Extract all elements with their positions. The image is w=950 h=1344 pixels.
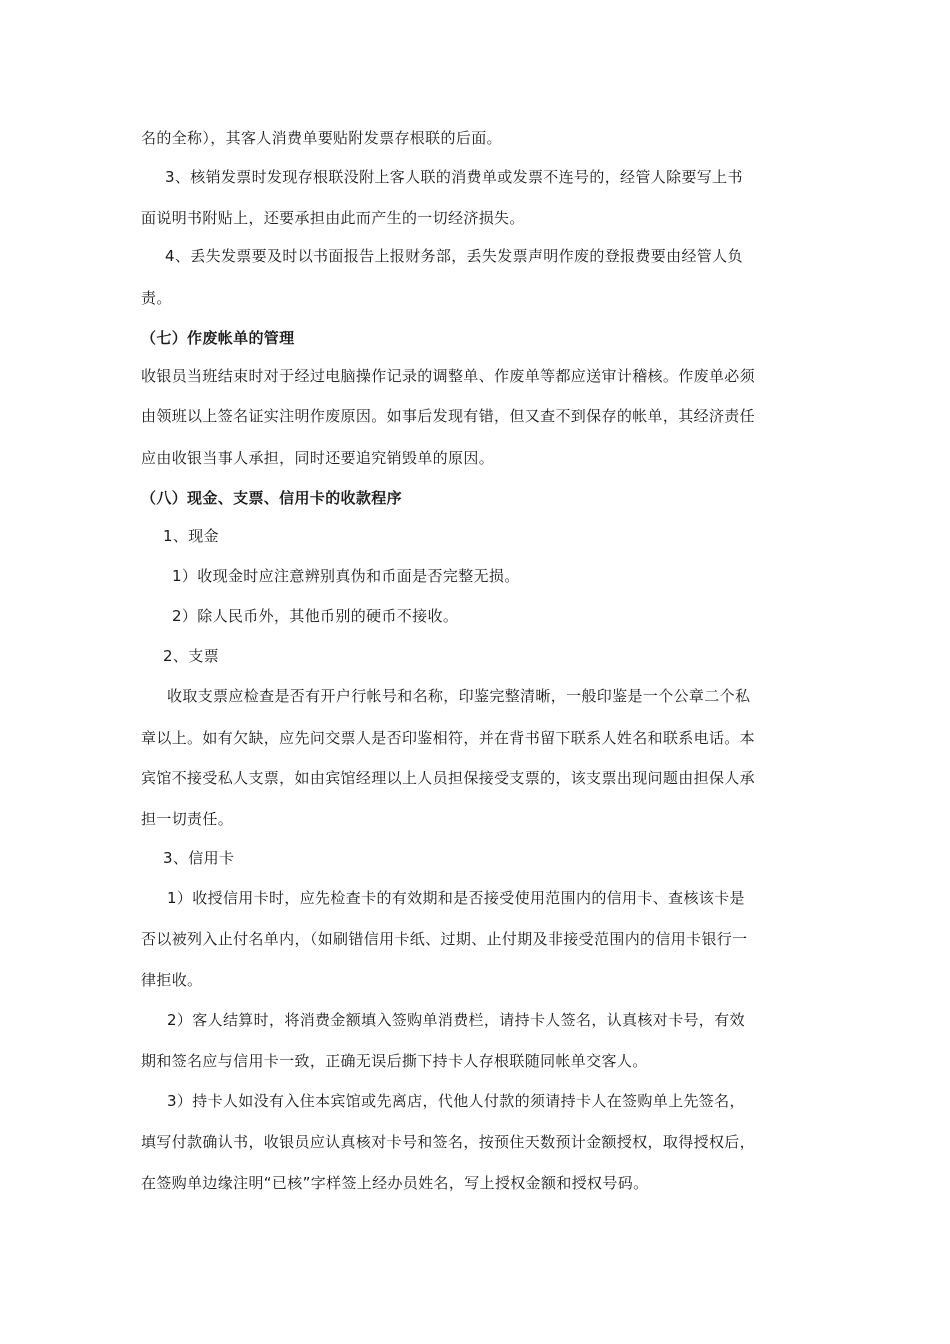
paragraph-line: 面说明书附贴上，还要承担由此而产生的一切经济损失。 — [141, 209, 525, 227]
list-item: 1）收现金时应注意辨别真伪和币面是否完整无损。 — [172, 567, 520, 585]
paragraph-line: 3、核销发票时发现存根联没附上客人联的消费单或发票不连号的，经管人除要写上书 — [165, 168, 743, 186]
paragraph-line: 期和签名应与信用卡一致，正确无误后撕下持卡人存根联随同帐单交客人。 — [141, 1052, 648, 1070]
section-heading: （八）现金、支票、信用卡的收款程序 — [141, 489, 402, 507]
list-item: 2）除人民币外，其他币别的硬币不接收。 — [172, 607, 459, 625]
paragraph-line: 名的全称），其客人消费单要贴附发票存根联的后面。 — [141, 129, 502, 147]
paragraph-line: 填写付款确认书，收银员应认真核对卡号和签名，按预住天数预计金额授权，取得授权后， — [141, 1133, 756, 1151]
paragraph-line: 4、丢失发票要及时以书面报告上报财务部，丢失发票声明作废的登报费要由经管人负 — [165, 247, 743, 265]
paragraph-line: 由领班以上签名证实注明作废原因。如事后发现有错，但又查不到保存的帐单，其经济责任 — [141, 407, 756, 425]
paragraph-line: 章以上。如有欠缺，应先问交票人是否印鉴相符，并在背书留下联系人姓名和联系电话。本 — [141, 729, 756, 747]
paragraph-line: 担一切责任。 — [141, 810, 234, 828]
subheading: 2、支票 — [163, 647, 219, 665]
paragraph-line: 责。 — [141, 289, 172, 307]
paragraph-line: 收取支票应检查是否有开户行帐号和名称，印鉴完整清晰，一般印鉴是一个公章二个私 — [167, 687, 751, 705]
subheading: 3、信用卡 — [163, 849, 235, 867]
paragraph-line: 在签购单边缘注明“已核”字样签上经办员姓名，写上授权金额和授权号码。 — [141, 1174, 649, 1192]
subheading: 1、现金 — [163, 527, 219, 545]
paragraph-line: 应由收银当事人承担，同时还要追究销毁单的原因。 — [141, 449, 495, 467]
paragraph-line: 收银员当班结束时对于经过电脑操作记录的调整单、作废单等都应送审计稽核。作废单必须 — [141, 367, 756, 385]
paragraph-line: 否以被列入止付名单内，（如刷错信用卡纸、过期、止付期及非接受范围内的信用卡银行一 — [141, 930, 748, 948]
paragraph-line: 宾馆不接受私人支票，如由宾馆经理以上人员担保接受支票的，该支票出现问题由担保人承 — [141, 769, 756, 787]
list-item: 3）持卡人如没有入住本宾馆或先离店，代他人付款的须请持卡人在签购单上先签名， — [167, 1092, 745, 1110]
paragraph-line: 律拒收。 — [141, 971, 203, 989]
section-heading: （七）作废帐单的管理 — [141, 329, 295, 347]
list-item: 1）收授信用卡时，应先检查卡的有效期和是否接受使用范围内的信用卡、查核该卡是 — [167, 889, 745, 907]
list-item: 2）客人结算时，将消费金额填入签购单消费栏，请持卡人签名，认真核对卡号，有效 — [167, 1011, 745, 1029]
